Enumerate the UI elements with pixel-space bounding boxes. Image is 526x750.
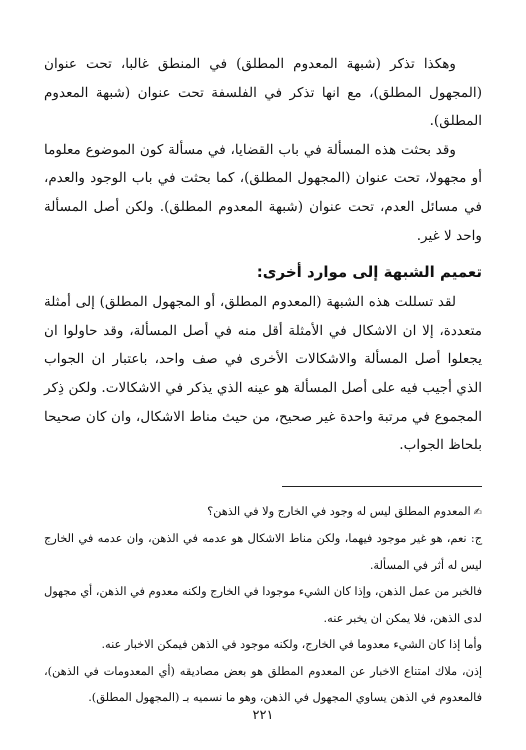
- footnote-separator: [282, 486, 482, 487]
- body-paragraph-1: وهكذا تذكر (شبهة المعدوم المطلق) في المنطق غالبا، تحت عنوان (المجهول المطلق)، مع انها تذكر في الفلسفة تحت عنوان (شبهة المعدوم المطلق).: [44, 56, 482, 130]
- section-paragraph: لقد تسللت هذه الشبهة (المعدوم المطلق، أو المجهول المطلق) إلى أمثلة متعددة، إلا ان الاشكال في الأمثلة أقل منه في أصل المسألة، وقد حاولوا ان يجعلوا أصل المسألة والاشكالات الأخرى في صف واحد، باعتبار ان الجواب الذي أجيب فيه على أصل المسألة هو عينه الذي يذكر في الاشكالات. ولكن ذِكر المجموع في مرتبة واحدة غير صحيح، من حيث مناط الاشكال، وان كان صحيحا بلحاظ الجواب.: [44, 294, 482, 454]
- section-heading: تعميم الشبهة إلى موارد أخرى:: [256, 263, 482, 282]
- footnote-marker-icon: ✍: [473, 506, 482, 518]
- page-content: [44, 50, 482, 712]
- footnote-question: [44, 499, 482, 527]
- footnote-line-2: فالخبر من عمل الذهن، وإذا كان الشيء موجودا في الخارج ولكنه معدوم في الذهن، أي مجهول لدى الذهن، فلا يمكن ان يخبر عنه.: [44, 585, 482, 625]
- page-number: ٢٢١: [252, 708, 274, 723]
- footnotes: [44, 499, 482, 712]
- footnote-line-1: ج: نعم، هو غير موجود فيهما، ولكن مناط الاشكال هو عدمه في الذهن، وان عدمه في الخارج ليس له أثر في المسألة.: [44, 532, 482, 572]
- footnote-line-3: وأما إذا كان الشيء معدوما في الخارج، ولكنه موجود في الذهن فيمكن الاخبار عنه.: [101, 638, 482, 652]
- footnote-question-text: المعدوم المطلق ليس له وجود في الخارج ولا في الذهن؟: [207, 504, 471, 518]
- footnote-line-4: إذن، ملاك امتناع الاخبار عن المعدوم المطلق هو بعض مصاديقه (أي المعدومات في الذهن)، فالمعدوم في الذهن يساوي المجهول في الذهن، وهو ما نسميه بـ (المجهول المطلق).: [44, 664, 482, 705]
- body-paragraph-2: وقد بحثت هذه المسألة في باب القضايا، في مسألة كون الموضوع معلوما أو مجهولا، تحت عنوان (المجهول المطلق)، كما بحثت في باب الوجود والعدم، في مسائل العدم، تحت عنوان (شبهة المعدوم المطلق). ولكن أصل المسألة واحد لا غير.: [44, 141, 482, 244]
